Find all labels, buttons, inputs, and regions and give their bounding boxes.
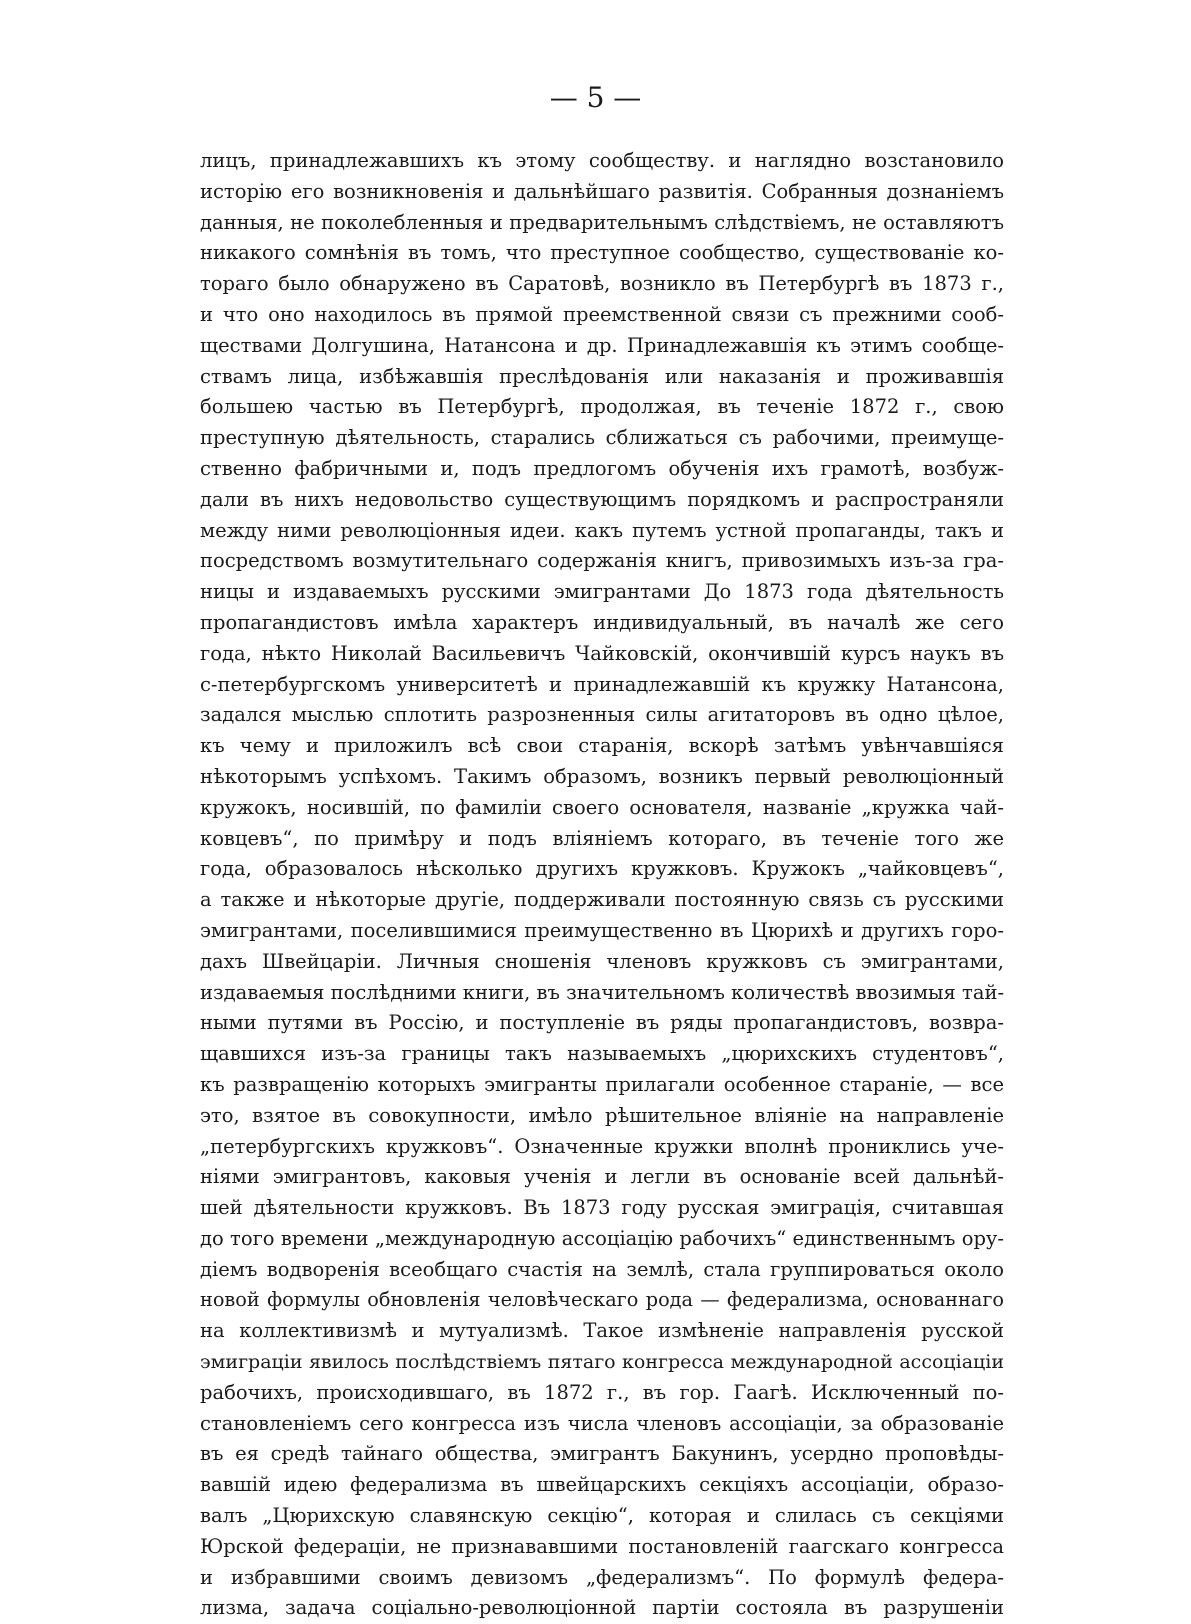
text-line: ственно фабричными и, подъ предлогомъ обученія ихъ грамотѣ, возбуж- — [200, 456, 1004, 480]
text-line: преступную дѣятельность, старались сближаться съ рабочими, преимуще- — [200, 426, 1004, 450]
body-text — [200, 146, 1004, 1624]
text-line: „петербургскихъ кружковъ“. Означенные кружки вполнѣ прониклись уче- — [200, 1134, 1004, 1158]
text-line: кружокъ, носившій, по фамиліи своего основателя, названіе „кружка чай- — [200, 795, 1004, 819]
text-line: на коллективизмѣ и мутуализмѣ. Такое измѣненіе направленія русской — [200, 1319, 1004, 1343]
text-line: ницы и издаваемыхъ русскими эмигрантами До 1873 года дѣятельность — [200, 580, 1004, 604]
text-line: вавшій идею федерализма въ швейцарскихъ секціяхъ ассоціаціи, образо- — [200, 1473, 1004, 1497]
text-line: рабочихъ, происходившаго, въ 1872 г., въ гор. Гаагѣ. Исключенный по- — [200, 1380, 1004, 1404]
text-line: валъ „Цюрихскую славянскую секцію“, которая и слилась съ секціями — [200, 1504, 1004, 1528]
text-line: новой формулы обновленія человѣческаго рода — федерализма, основаннаго — [200, 1288, 1004, 1312]
text-line: дахъ Швейцаріи. Личныя сношенія членовъ кружковъ съ эмигрантами, — [200, 949, 1004, 973]
text-line: с-петербургскомъ университетѣ и принадлежавшій къ кружку Натансона, — [200, 672, 1004, 696]
text-line: издаваемыя послѣдними книги, въ значительномъ количествѣ ввозимыя тай- — [200, 980, 1004, 1004]
text-line: пропагандистовъ имѣла характеръ индивидуальный, въ началѣ же сего — [200, 610, 1004, 634]
text-line: и что оно находилось въ прямой преемственной связи съ прежними сооб- — [200, 302, 1004, 326]
text-line: діемъ водворенія всеобщаго счастія на землѣ, стала группироваться около — [200, 1257, 1004, 1281]
text-line: Юрской федераціи, не признававшими постановленій гаагскаго конгресса — [200, 1534, 1004, 1558]
text-line: къ развращенію которыхъ эмигранты прилагали особенное стараніе, — все — [200, 1072, 1004, 1096]
text-line: щавшихся изъ-за границы такъ называемыхъ „цюрихскихъ студентовъ“, — [200, 1042, 1004, 1066]
text-line: въ ея средѣ тайнаго общества, эмигрантъ Бакунинъ, усердно проповѣды- — [200, 1442, 1004, 1466]
text-line: года, нѣкто Николай Васильевичъ Чайковскій, окончившій курсъ наукъ въ — [200, 641, 1004, 665]
text-line: исторію его возникновенія и дальнѣйшаго развитія. Собранныя дознаніемъ — [200, 179, 1004, 203]
text-line: нѣкоторымъ успѣхомъ. Такимъ образомъ, возникъ первый революціонный — [200, 764, 1004, 788]
text-line: это, взятое въ совокупности, имѣло рѣшительное вліяніе на направленіе — [200, 1103, 1004, 1127]
text-line: ствамъ лица, избѣжавшія преслѣдованія или наказанія и проживавшія — [200, 364, 1004, 388]
text-line: никакого сомнѣнія въ томъ, что преступное сообщество, существованіе ко- — [200, 241, 1004, 265]
page-number: — 5 — — [549, 81, 642, 114]
text-line: данныя, не поколебленныя и предварительнымъ слѣдствіемъ, не оставляютъ — [200, 210, 1004, 234]
text-line: тораго было обнаружено въ Саратовѣ, возникло въ Петербургѣ въ 1873 г., — [200, 272, 1004, 296]
text-line: до того времени „международную ассоціацію рабочихъ“ единственнымъ ору- — [200, 1226, 1004, 1250]
text-line: эмигрантами, поселившимися преимущественно въ Цюрихѣ и другихъ горо- — [200, 918, 1004, 942]
text-line: лицъ, принадлежавшихъ къ этому сообществу. и наглядно возстановило — [200, 149, 1004, 172]
text-line: шей дѣятельности кружковъ. Въ 1873 году русская эмиграція, считавшая — [200, 1196, 1004, 1220]
text-line: ществами Долгушина, Натансона и др. Принадлежавшія къ этимъ сообще- — [200, 333, 1004, 357]
text-line: ными путями въ Россію, и поступленіе въ ряды пропагандистовъ, возвра- — [200, 1011, 1004, 1035]
text-line: между ними революціонныя идеи. какъ путемъ устной пропаганды, такъ и — [200, 518, 1004, 542]
text-line: ковцевъ“, по примѣру и подъ вліяніемъ котораго, въ теченіе того же — [200, 826, 1004, 850]
text-line: года, образовалось нѣсколько другихъ кружковъ. Кружокъ „чайковцевъ“, — [200, 857, 1004, 881]
text-line: лизма, задача соціально-революціонной партіи состояла въ разрушеніи — [200, 1596, 1004, 1620]
text-line: эмиграціи явилось послѣдствіемъ пятаго конгресса международной ассоціаціи — [200, 1351, 1004, 1374]
text-line: а также и нѣкоторые другіе, поддерживали постоянную связь съ русскими — [200, 888, 1004, 912]
text-line: большею частью въ Петербургѣ, продолжая, въ теченіе 1872 г., свою — [200, 395, 1004, 419]
text-line: дали въ нихъ недовольство существующимъ порядкомъ и распространяли — [200, 487, 1004, 511]
text-line: ніями эмигрантовъ, каковыя ученія и легли въ основаніе всей дальнѣй- — [200, 1165, 1004, 1189]
text-line: и избравшими своимъ девизомъ „федерализмъ“. По формулѣ федера- — [200, 1565, 1004, 1589]
text-line: становленіемъ сего конгресса изъ числа членовъ ассоціаціи, за образованіе — [200, 1411, 1004, 1435]
text-line: задался мыслью сплотить разрозненныя силы агитаторовъ въ одно цѣлое, — [200, 703, 1004, 727]
text-line: посредствомъ возмутительнаго содержанія книгъ, привозимыхъ изъ-за гра- — [200, 549, 1004, 573]
text-line: къ чему и приложилъ всѣ свои старанія, вскорѣ затѣмъ увѣнчавшіяся — [200, 734, 1004, 758]
